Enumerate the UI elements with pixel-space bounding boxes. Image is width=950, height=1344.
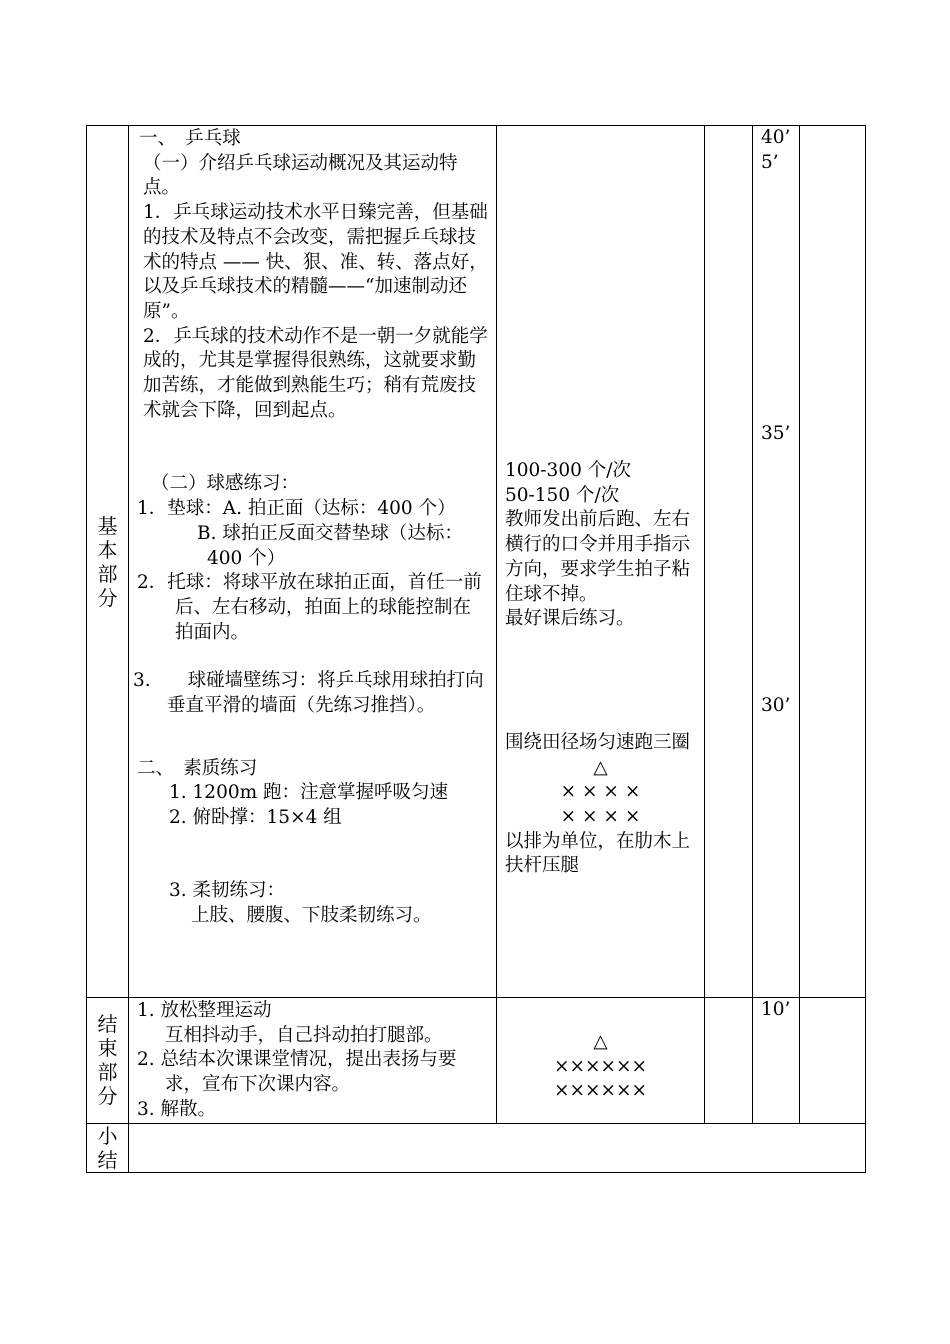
fitness-2: 2. 俯卧撑：15×4 组 [169, 807, 342, 829]
fitness-heading: 二、 素质练习 [137, 757, 258, 779]
time-total: 40’ [761, 127, 791, 148]
fitness-3: 3. 柔韧练习： [169, 879, 286, 901]
ending-part-last-col [800, 998, 866, 1124]
ending-2: 2. 总结本次课课堂情况，提出表扬与要求，宣布下次课内容。 [137, 1049, 457, 1096]
ending-part-row [87, 998, 866, 1124]
ending-3: 3. 解散。 [137, 1098, 217, 1120]
summary-label: 小 结 [87, 1123, 129, 1172]
ending-1-detail: 互相抖动手，自己抖动拍打腿部。 [165, 1024, 443, 1046]
fitness-1: 1. 1200m 跑：注意掌握呼吸匀速 [169, 782, 449, 804]
intro-heading: （一）介绍乒乓球运动概况及其运动特点。 [143, 152, 458, 199]
heading-pingpong: 一、 乒乓球 [139, 128, 241, 149]
time-fitness: 30’ [761, 695, 791, 717]
ending-part-label: 结 束 部 分 [87, 998, 129, 1124]
org-stretch: 以排为单位，在肋木上扶杆压腿 [505, 830, 691, 877]
ending-1: 1. 放松整理运动 [137, 1000, 272, 1021]
basic-part-content [129, 126, 497, 998]
formation-row-2: × × × × [560, 806, 641, 828]
drill-2: 2．托球：将球平放在球拍正面，首任一前后、左右移动，拍面上的球能控制在拍面内。 [137, 572, 482, 643]
org-practice-note: 最好课后练习。 [505, 608, 635, 630]
basic-part-time [753, 126, 800, 998]
drill-3: 3. 球碰墙壁练习：将乒乓球用球拍打向垂直平滑的墙面（先练习推挡）。 [133, 670, 484, 717]
ending-formation-row-2: ×××××× [553, 1080, 647, 1102]
ending-formation-row-1: ×××××× [553, 1055, 647, 1077]
ending-part-organization [497, 998, 705, 1124]
time-ball-feel: 35’ [761, 423, 791, 445]
point-2: 2．乒乓球的技术动作不是一朝一夕就能学成的，尤其是掌握得很熟练，这就要求勤加苦练，才能做到熟能生巧；稍有荒废技术就会下降，回到起点。 [143, 325, 488, 421]
drill-1a: 1．垫球：A. 拍正面（达标：400 个） [137, 498, 456, 520]
basic-part-last-col [800, 126, 866, 998]
fitness-3-detail: 上肢、腰腹、下肢柔韧练习。 [191, 904, 432, 926]
org-run-laps: 围绕田径场匀速跑三圈 [505, 731, 691, 753]
org-count-1: 100-300 个/次 [505, 460, 631, 481]
org-teacher-instruction: 教师发出前后跑、左右横行的口令并用手指示方向，要求学生拍子粘住球不掉。 [505, 509, 691, 605]
basic-part-label: 基 本 部 分 [87, 126, 129, 998]
point-1: 1．乒乓球运动技术水平日臻完善，但基础的技术及特点不会改变，需把握乒乓球技术的特点 —— 快、狠、准、转、落点好，以及乒乓球技术的精髓——“加速制动还原”。 [143, 202, 488, 322]
basic-part-row [87, 126, 866, 998]
org-count-2: 50-150 个/次 [505, 484, 620, 506]
drill-1b: B. 球拍正反面交替垫球（达标：400 个） [197, 522, 463, 569]
lesson-plan-table [86, 125, 866, 1173]
ending-part-blank-col [705, 998, 753, 1124]
formation-row-1: × × × × [560, 781, 641, 803]
basic-part-organization [497, 126, 705, 998]
ball-feel-heading: （二）球感练习： [151, 473, 300, 495]
time-intro: 5’ [761, 151, 779, 173]
basic-part-blank-col [705, 126, 753, 998]
ending-part-time [753, 998, 800, 1124]
formation-teacher: △ [593, 756, 608, 778]
summary-content [129, 1123, 866, 1172]
ending-time: 10’ [761, 999, 791, 1020]
ending-part-content [129, 998, 497, 1124]
summary-row [87, 1123, 866, 1172]
ending-formation-teacher: △ [593, 1031, 608, 1052]
